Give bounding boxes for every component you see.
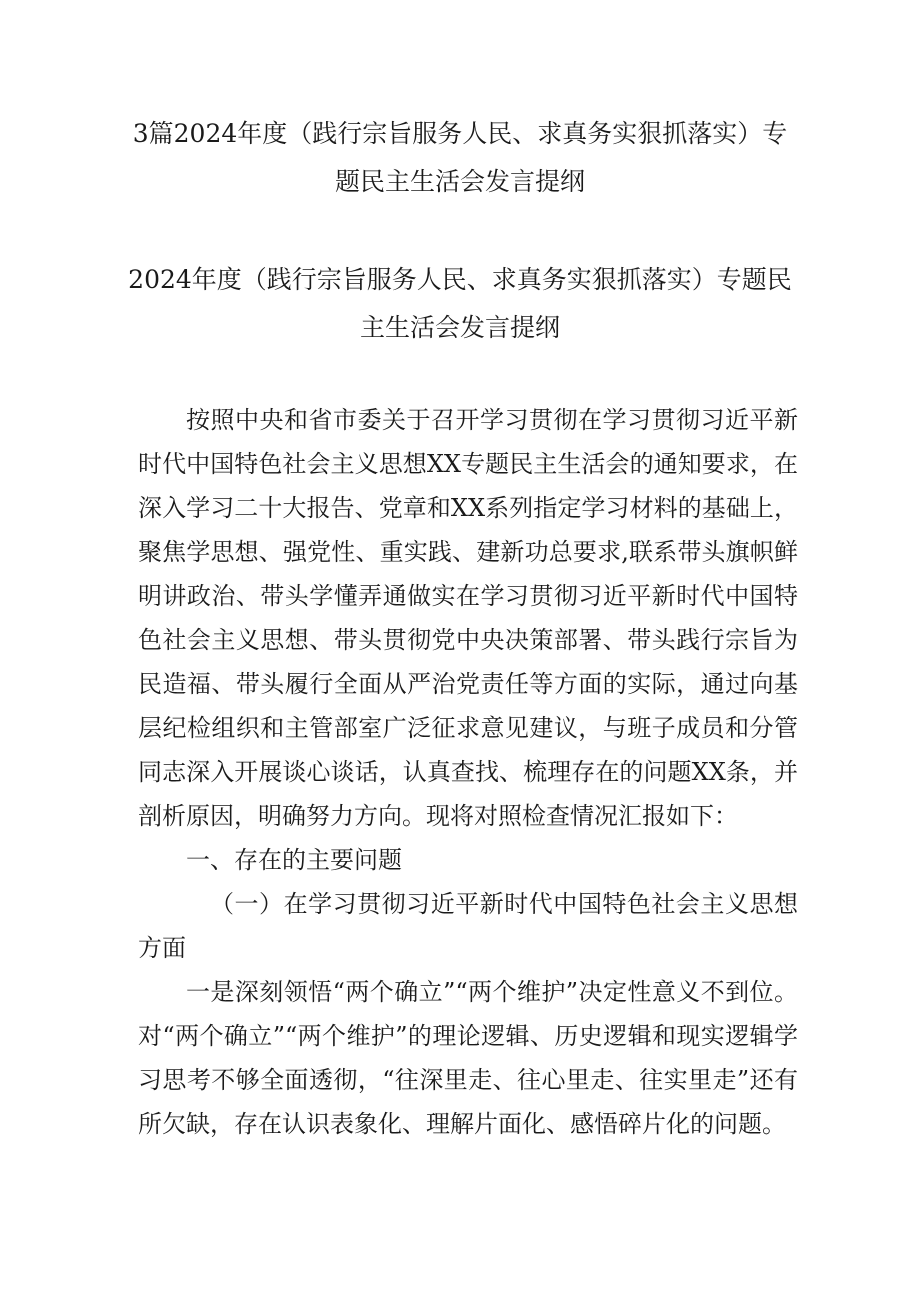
subheading-study: （一）在学习贯彻习近平新时代中国特色社会主义思想方面: [138, 890, 798, 962]
document-title-line-1: 3篇2024年度（践行宗旨服务人民、求真务实狠抓落实）专: [132, 119, 788, 148]
intro-paragraph: 按照中央和省市委关于召开学习贯彻在学习贯彻习近平新时代中国特色社会主义思想XX专题民主生活会的通知要求，在深入学习二十大报告、党章和XX系列指定学习材料的基础上，聚焦学思想、强党性、重实践、建新功总要求,联系带头旗帜鲜明讲政治、带头学懂弄通做实在学习贯彻习近平新时代中国特色社会主义思想、带头贯彻党中央决策部署、带头践行宗旨为民造福、带头履行全面从严治党责任等方面的实际，通过向基层纪检组织和主管部室广泛征求意见建议，与班子成员和分管同志深入开展谈心谈话，认真查找、梳理存在的问题XX条，并剖析原因，明确努力方向。现将对照检查情况汇报如下：: [138, 406, 798, 830]
section-title: [120, 256, 800, 352]
document-body: [138, 398, 798, 1146]
section-title-line-2: 主生活会发言提纲: [359, 313, 560, 342]
section-title-line-1: 2024年度（践行宗旨服务人民、求真务实狠抓落实）专题民: [128, 265, 792, 294]
problem-paragraph-1: 一是深刻领悟“两个确立”“两个维护”决定性意义不到位。对“两个确立”“两个维护”的理论逻辑、历史逻辑和现实逻辑学习思考不够全面透彻，“往深里走、往心里走、往实里走”还有所欠缺，存在认识表象化、理解片面化、感悟碎片化的问题。: [138, 978, 798, 1138]
heading-main-problems: 一、存在的主要问题: [186, 846, 402, 874]
document-title: [120, 110, 800, 206]
document-title-line-2: 题民主生活会发言提纲: [334, 167, 585, 196]
